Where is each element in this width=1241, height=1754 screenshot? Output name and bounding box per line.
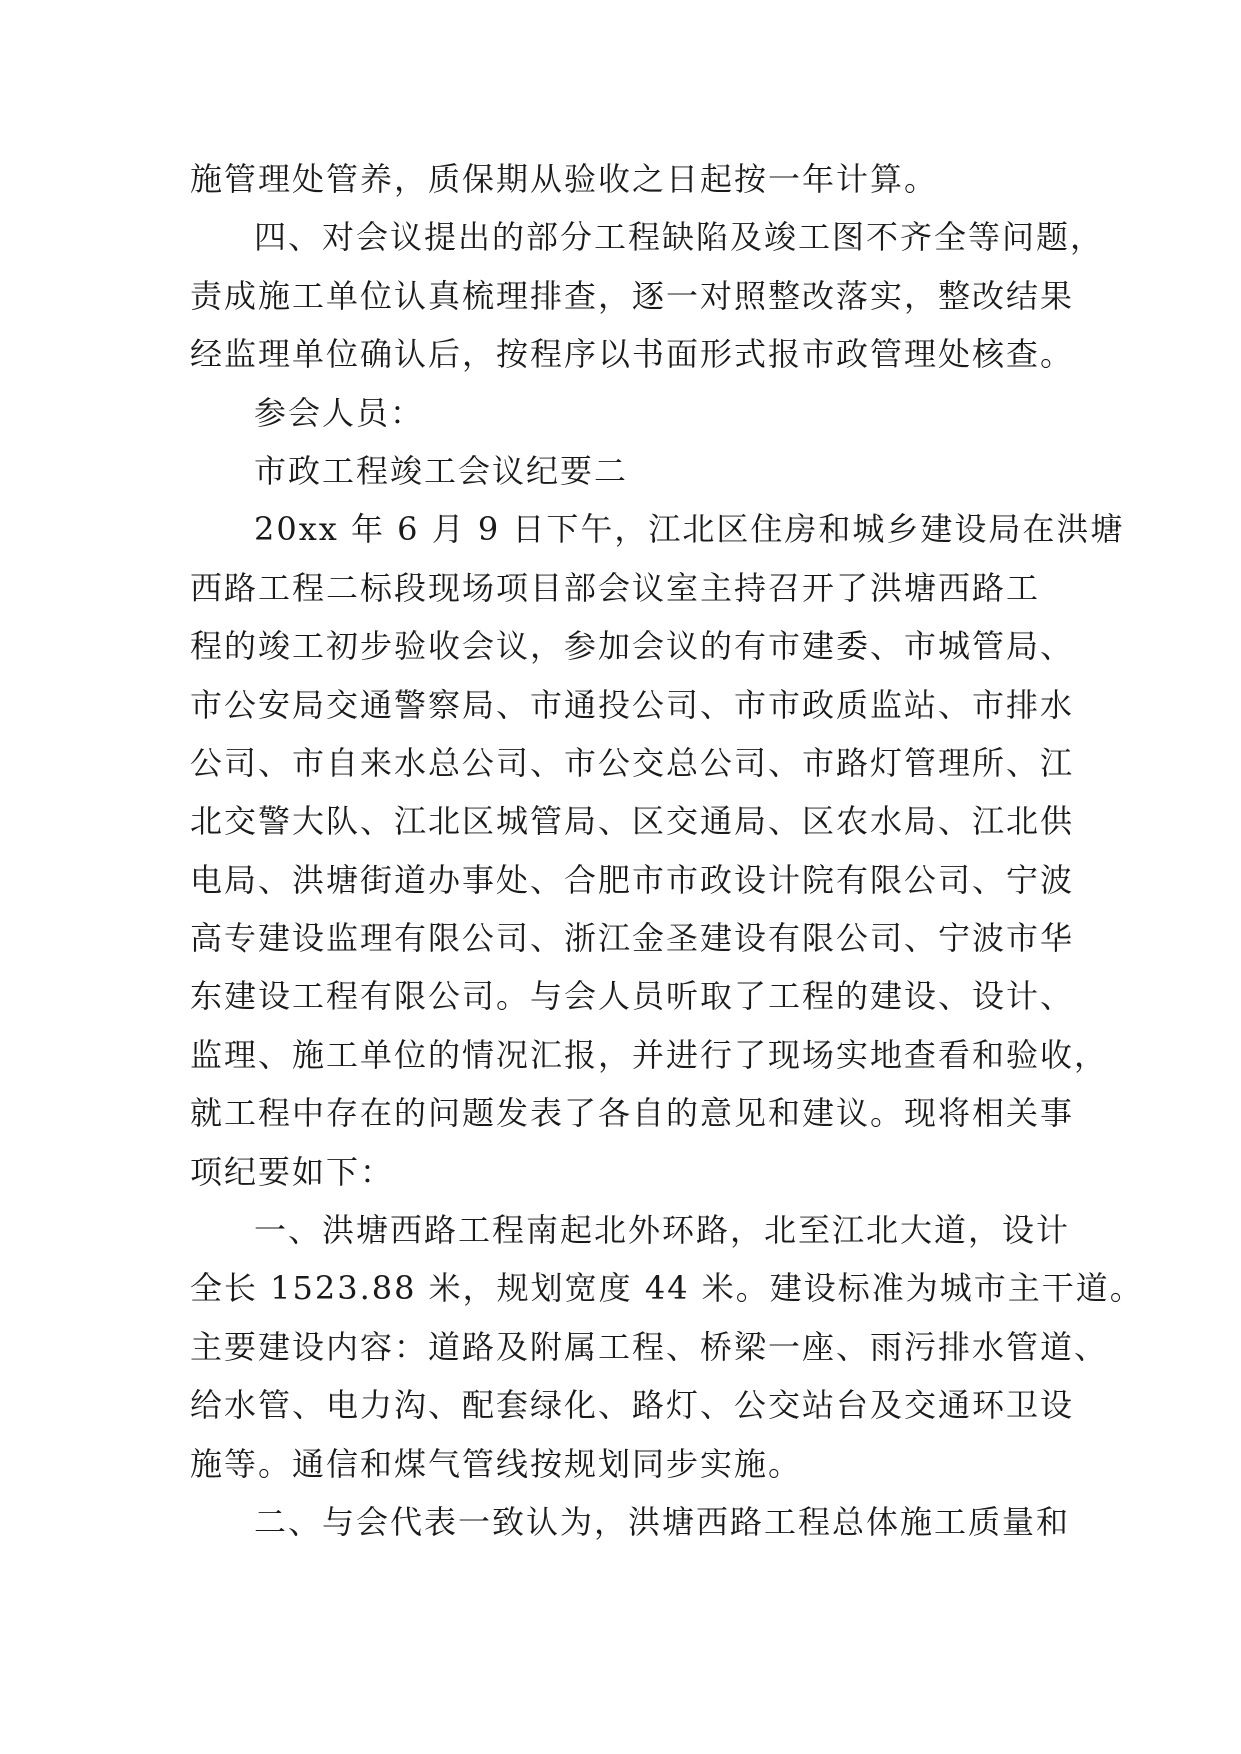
text-line: 给水管、电力沟、配套绿化、路灯、公交站台及交通环卫设 — [190, 1386, 1075, 1425]
text-line: 东建设工程有限公司。与会人员听取了工程的建设、设计、 — [190, 977, 1075, 1016]
text-line: 责成施工单位认真梳理排查，逐一对照整改落实，整改结果 — [190, 276, 1075, 315]
text-line: 市公安局交通警察局、市通投公司、市市政质监站、市排水 — [190, 685, 1075, 724]
paragraph-intro-start: 20xx 年 6 月 9 日下午，江北区住房和城乡建设局在洪塘 — [254, 510, 1125, 549]
text-line: 施管理处管养，质保期从验收之日起按一年计算。 — [190, 160, 939, 198]
section-heading: 市政工程竣工会议纪要二 — [254, 451, 629, 490]
text-line: 全长 1523.88 米，规划宽度 44 米。建设标准为城市主干道。 — [190, 1269, 1144, 1308]
text-line: 项纪要如下： — [190, 1152, 395, 1191]
paragraph-item-one-start: 一、洪塘西路工程南起北外环路，北至江北大道，设计 — [254, 1211, 1071, 1250]
text-line: 西路工程二标段现场项目部会议室主持召开了洪塘西路工 — [190, 568, 1041, 607]
text-line: 主要建设内容：道路及附属工程、桥梁一座、雨污排水管道、 — [190, 1327, 1109, 1366]
text-line: 高专建设监理有限公司、浙江金圣建设有限公司、宁波市华 — [190, 919, 1075, 958]
document-body — [190, 150, 1144, 1551]
paragraph-item-four-start: 四、对会议提出的部分工程缺陷及竣工图不齐全等问题， — [254, 218, 1105, 257]
text-line: 监理、施工单位的情况汇报，并进行了现场实地查看和验收， — [190, 1035, 1109, 1074]
text-line: 北交警大队、江北区城管局、区交通局、区农水局、江北供 — [190, 802, 1075, 841]
attendees-label: 参会人员： — [254, 393, 425, 432]
text-line: 施等。通信和煤气管线按规划同步实施。 — [190, 1444, 803, 1483]
text-line: 公司、市自来水总公司、市公交总公司、市路灯管理所、江 — [190, 743, 1075, 782]
text-line: 就工程中存在的问题发表了各自的意见和建议。现将相关事 — [190, 1094, 1075, 1133]
text-line: 经监理单位确认后，按程序以书面形式报市政管理处核查。 — [190, 335, 1075, 374]
text-line: 电局、洪塘街道办事处、合肥市市政设计院有限公司、宁波 — [190, 860, 1075, 899]
text-line: 程的竣工初步验收会议，参加会议的有市建委、市城管局、 — [190, 627, 1075, 666]
paragraph-item-two-start: 二、与会代表一致认为，洪塘西路工程总体施工质量和 — [254, 1502, 1071, 1541]
